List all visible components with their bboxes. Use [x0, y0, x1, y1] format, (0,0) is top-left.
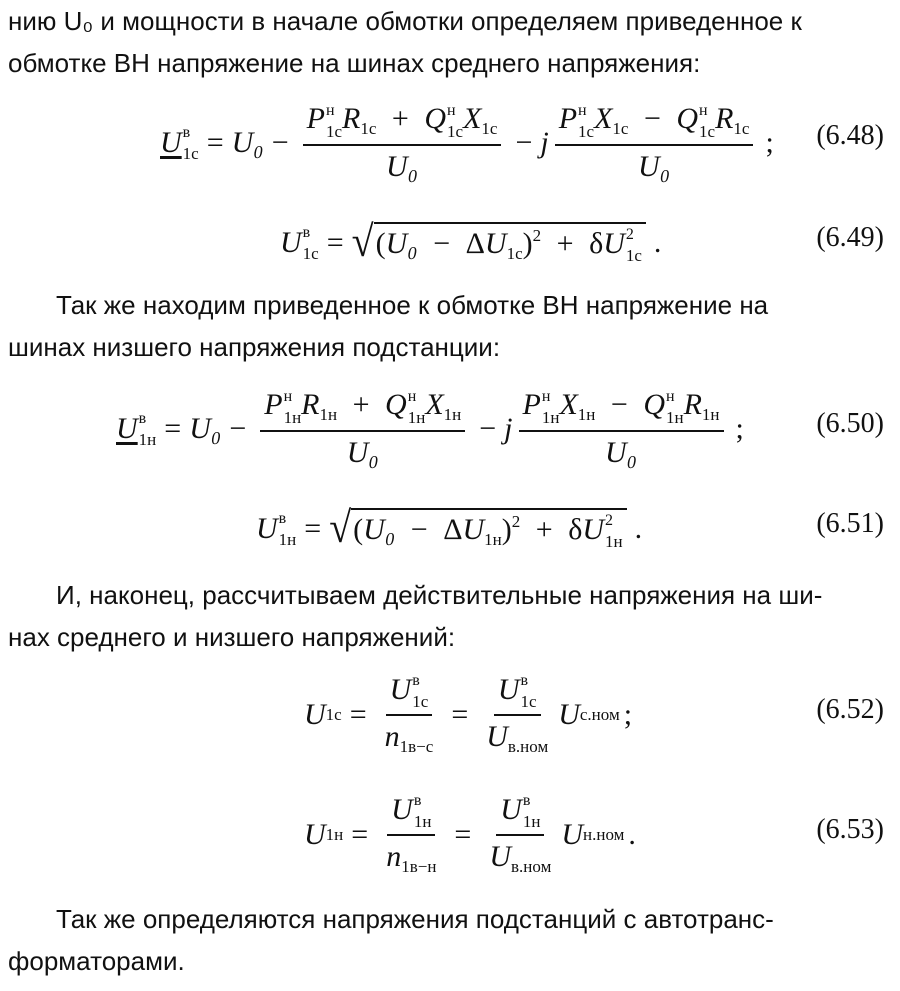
- eq653-u2-sup: в: [522, 792, 531, 810]
- eq649-rpar: ): [522, 226, 533, 260]
- paragraph-1: [8, 0, 886, 84]
- eq649-delta: δ: [589, 226, 604, 260]
- paragraph-1-line-1: нию U₀ и мощности в начале обмотки определяем приведенное к: [8, 6, 802, 36]
- eq650-x2: X: [559, 388, 578, 422]
- eq649-equals: =: [326, 226, 344, 259]
- equation-number-6-51: (6.51): [816, 508, 884, 539]
- eq650-r-sub: 1н: [319, 405, 338, 425]
- eq648-r-sub: 1с: [360, 119, 377, 139]
- equation-6-48: [160, 98, 774, 188]
- eq653-fraction-1-denominator: [382, 836, 440, 877]
- equation-6-51: [256, 504, 642, 554]
- eq651-u: U: [462, 512, 485, 546]
- eq650-minus: −: [229, 412, 247, 445]
- eq650-fraction-1-numerator: [260, 388, 465, 432]
- eq653-u-nnom-sub: н.ном: [583, 825, 625, 844]
- eq653-n-sub: 1в−н: [401, 857, 437, 877]
- eq648-lhs-sub: 1с: [182, 143, 199, 163]
- eq651-lpar: (: [353, 512, 364, 546]
- equation-number-6-49: (6.49): [816, 222, 884, 253]
- eq653-fraction-1-numerator: [387, 793, 435, 837]
- eq650-lhs-sub: 1н: [138, 429, 157, 449]
- eq650-fraction-1-denominator: U₀: [346, 435, 379, 469]
- eq648-x2-sub: 1с: [612, 119, 629, 139]
- eq651-square: 2: [511, 511, 521, 531]
- eq650-r2: R: [683, 388, 702, 422]
- eq649-radical: √: [351, 216, 374, 266]
- eq650-x-sub: 1н: [443, 405, 462, 425]
- eq651-radicand: [351, 508, 626, 551]
- eq653-u-sup: в: [413, 792, 422, 810]
- paragraph-2-line-2: шинах низшего напряжения подстанции:: [8, 332, 501, 362]
- eq653-u: U: [391, 792, 413, 826]
- eq651-u-sub: 1н: [484, 529, 502, 549]
- equation-6-50: [116, 384, 744, 474]
- equation-number-6-53: (6.53): [816, 814, 884, 845]
- eq653-u-vnom-sub: в.ном: [511, 857, 552, 877]
- eq650-lhs: U: [116, 412, 138, 445]
- eq648-p-sub: 1с: [326, 121, 343, 141]
- eq650-fraction-2-numerator: [519, 388, 724, 432]
- eq652-u-sub: 1с: [412, 692, 429, 712]
- eq653-equals-2: =: [454, 818, 472, 851]
- eq650-p-sup: н: [283, 387, 293, 405]
- eq653-u-vnom: U: [489, 840, 512, 874]
- eq649-sqrt: [351, 216, 646, 266]
- eq649-minus: −: [433, 226, 451, 260]
- eq650-fraction-1: [260, 388, 465, 470]
- eq650-p2: P: [522, 388, 541, 422]
- eq648-x: X: [463, 102, 482, 136]
- eq648-p2: P: [558, 102, 578, 136]
- eq648-x-sub: 1с: [481, 119, 498, 139]
- eq651-period: .: [634, 512, 643, 545]
- eq653-period: .: [628, 818, 636, 851]
- eq653-equals: =: [351, 818, 369, 851]
- eq651-minus: −: [410, 512, 428, 546]
- eq652-lhs-sub: 1с: [325, 705, 342, 724]
- eq652-fraction-2-denominator: [482, 716, 552, 757]
- eq649-lhs-sub: 1с: [302, 243, 319, 263]
- eq653-fraction-1: [382, 793, 440, 878]
- eq653-u-sub: 1н: [413, 812, 432, 832]
- eq652-fraction-1-denominator: [381, 716, 438, 757]
- eq652-u-vnom-sub: в.ном: [507, 737, 549, 757]
- equation-6-49: [280, 218, 661, 268]
- paragraph-1-line-2: обмотке ВН напряжение на шинах среднего напряжения:: [8, 48, 701, 78]
- eq649-lhs: U: [280, 226, 302, 259]
- eq648-minus-3: −: [643, 102, 661, 136]
- eq648-u0: U₀: [231, 126, 264, 159]
- eq648-r2: R: [715, 102, 734, 136]
- eq650-plus: +: [352, 388, 370, 422]
- eq652-u2: U: [497, 672, 520, 706]
- eq648-semicolon: ;: [765, 126, 774, 159]
- eq653-lhs-sub: 1н: [325, 825, 344, 844]
- paragraph-4-line-1: Так же определяются напряжения подстанций с автотранс-: [56, 904, 774, 934]
- eq648-p2-sub: 1с: [578, 121, 595, 141]
- equation-number-6-48: (6.48): [816, 120, 884, 151]
- eq648-r: R: [342, 102, 361, 136]
- eq648-p-sup: н: [326, 101, 335, 119]
- eq648-fraction-1: [303, 102, 502, 184]
- eq648-fraction-1-numerator: [303, 102, 502, 146]
- eq651-u2-sup: 2: [605, 512, 613, 530]
- eq652-u-snom: U: [558, 698, 580, 731]
- eq648-fraction-2-denominator: U₀: [638, 149, 671, 183]
- eq651-plus: +: [535, 512, 553, 546]
- eq652-n: n: [384, 720, 400, 754]
- eq651-rpar: ): [501, 512, 512, 546]
- eq651-u0: U₀: [363, 512, 396, 546]
- eq650-q2: Q: [643, 388, 665, 422]
- equation-6-53: [304, 790, 636, 880]
- eq652-fraction-1-numerator: [386, 673, 433, 717]
- eq650-p: P: [264, 388, 283, 422]
- eq649-u2: U: [603, 226, 625, 260]
- eq651-u2-sub: 1н: [605, 532, 623, 552]
- eq648-minus-2: −: [515, 126, 533, 159]
- eq650-r: R: [301, 388, 320, 422]
- eq648-q-sup: н: [447, 101, 456, 119]
- eq652-lhs: U: [304, 698, 326, 731]
- eq651-delta: δ: [568, 512, 583, 546]
- eq650-lhs-sup: в: [138, 409, 147, 427]
- eq651-u2: U: [582, 512, 604, 546]
- paragraph-4: [8, 898, 886, 982]
- eq650-q-sub: 1н: [407, 407, 426, 427]
- eq650-p-sub: 1н: [283, 407, 302, 427]
- paragraph-3-line-1: И, наконец, рассчитываем действительные напряжения на ши-: [56, 580, 823, 610]
- eq649-plus: +: [556, 226, 574, 260]
- eq648-plus: +: [391, 102, 409, 136]
- eq652-fraction-1: [381, 673, 438, 758]
- eq652-semicolon: ;: [623, 698, 633, 731]
- eq652-equals: =: [349, 698, 367, 731]
- eq649-lpar: (: [375, 226, 386, 260]
- paragraph-2-line-1: Так же находим приведенное к обмотке ВН напряжение на: [56, 290, 769, 320]
- eq652-u-vnom: U: [486, 720, 508, 754]
- eq651-lhs-sup: в: [278, 509, 287, 527]
- eq652-u-snom-sub: с.ном: [579, 705, 620, 724]
- eq648-fraction-2-numerator: [555, 102, 754, 146]
- eq649-radicand: [374, 222, 646, 265]
- eq650-r2-sub: 1н: [701, 405, 720, 425]
- eq649-delta-cap: Δ: [465, 226, 485, 260]
- eq651-lhs: U: [256, 512, 278, 545]
- equation-6-52: [304, 670, 632, 760]
- eq650-semicolon: ;: [735, 412, 744, 445]
- eq648-lhs: U: [160, 126, 182, 159]
- eq652-u2-sub: 1с: [520, 692, 537, 712]
- eq652-fraction-2-numerator: [494, 673, 541, 717]
- eq648-q2: Q: [676, 102, 699, 136]
- eq650-equals: =: [164, 412, 182, 445]
- eq651-delta-cap: Δ: [443, 512, 463, 546]
- eq648-q2-sup: н: [699, 101, 708, 119]
- eq648-p2-sup: н: [578, 101, 587, 119]
- eq648-j: j: [540, 126, 549, 159]
- eq650-x: X: [425, 388, 444, 422]
- eq650-fraction-2-denominator: U₀: [604, 435, 638, 469]
- eq649-u2-sup: 2: [625, 226, 634, 244]
- eq648-minus: −: [271, 126, 289, 159]
- eq648-p: P: [306, 102, 325, 136]
- eq648-lhs-sup: в: [182, 123, 191, 141]
- paragraph-3-line-2: нах среднего и низшего напряжений:: [8, 622, 456, 652]
- eq650-p2-sub: 1н: [541, 407, 560, 427]
- eq648-fraction-2: [555, 102, 754, 184]
- eq650-u0: U₀: [189, 412, 222, 445]
- eq648-q2-sub: 1с: [699, 121, 716, 141]
- eq649-lhs-sup: в: [302, 223, 311, 241]
- paragraph-3: [8, 574, 886, 658]
- eq649-period: .: [653, 226, 662, 259]
- eq653-fraction-2: [485, 793, 555, 878]
- equation-number-6-52: (6.52): [816, 694, 884, 725]
- eq649-u: U: [484, 226, 507, 260]
- eq651-equals: =: [304, 512, 322, 545]
- eq648-x2: X: [594, 102, 613, 136]
- eq652-u: U: [389, 672, 412, 706]
- eq653-fraction-2-denominator: [485, 836, 555, 877]
- eq650-minus-2: −: [479, 412, 497, 445]
- eq650-p2-sup: н: [541, 387, 551, 405]
- eq650-j: j: [504, 412, 513, 445]
- eq649-square: 2: [532, 225, 542, 245]
- eq652-u-sup: в: [412, 672, 420, 690]
- eq653-lhs: U: [304, 818, 326, 851]
- eq653-u2-sub: 1н: [522, 812, 541, 832]
- paragraph-4-line-2: форматорами.: [8, 946, 185, 976]
- eq652-fraction-2: [482, 673, 552, 758]
- eq652-u2-sup: в: [520, 672, 529, 690]
- eq652-n-sub: 1в−с: [399, 737, 434, 757]
- eq651-lhs-sub: 1н: [278, 529, 297, 549]
- eq649-u2-sub: 1с: [625, 246, 642, 266]
- eq648-q-sub: 1с: [447, 121, 464, 141]
- eq653-u2: U: [500, 792, 522, 826]
- eq650-x2-sub: 1н: [577, 405, 596, 425]
- eq649-u-sub: 1с: [506, 243, 523, 263]
- eq650-fraction-2: [519, 388, 724, 470]
- eq648-r2-sub: 1с: [733, 119, 750, 139]
- eq648-equals: =: [206, 126, 224, 159]
- eq650-q2-sub: 1н: [665, 407, 684, 427]
- eq648-q: Q: [424, 102, 447, 136]
- eq653-u-nnom: U: [561, 818, 583, 851]
- eq652-equals-2: =: [451, 698, 469, 731]
- eq650-q-sup: н: [407, 387, 417, 405]
- eq651-radical: √: [329, 502, 352, 552]
- eq653-fraction-2-numerator: [496, 793, 544, 837]
- eq648-fraction-1-denominator: U₀: [386, 149, 419, 183]
- eq653-n: n: [386, 840, 402, 874]
- paragraph-2: [8, 284, 886, 368]
- eq649-u0: U₀: [385, 226, 418, 260]
- eq650-minus-3: −: [610, 388, 628, 422]
- eq651-sqrt: [329, 502, 626, 552]
- eq650-q2-sup: н: [665, 387, 675, 405]
- eq650-q: Q: [385, 388, 407, 422]
- equation-number-6-50: (6.50): [816, 408, 884, 439]
